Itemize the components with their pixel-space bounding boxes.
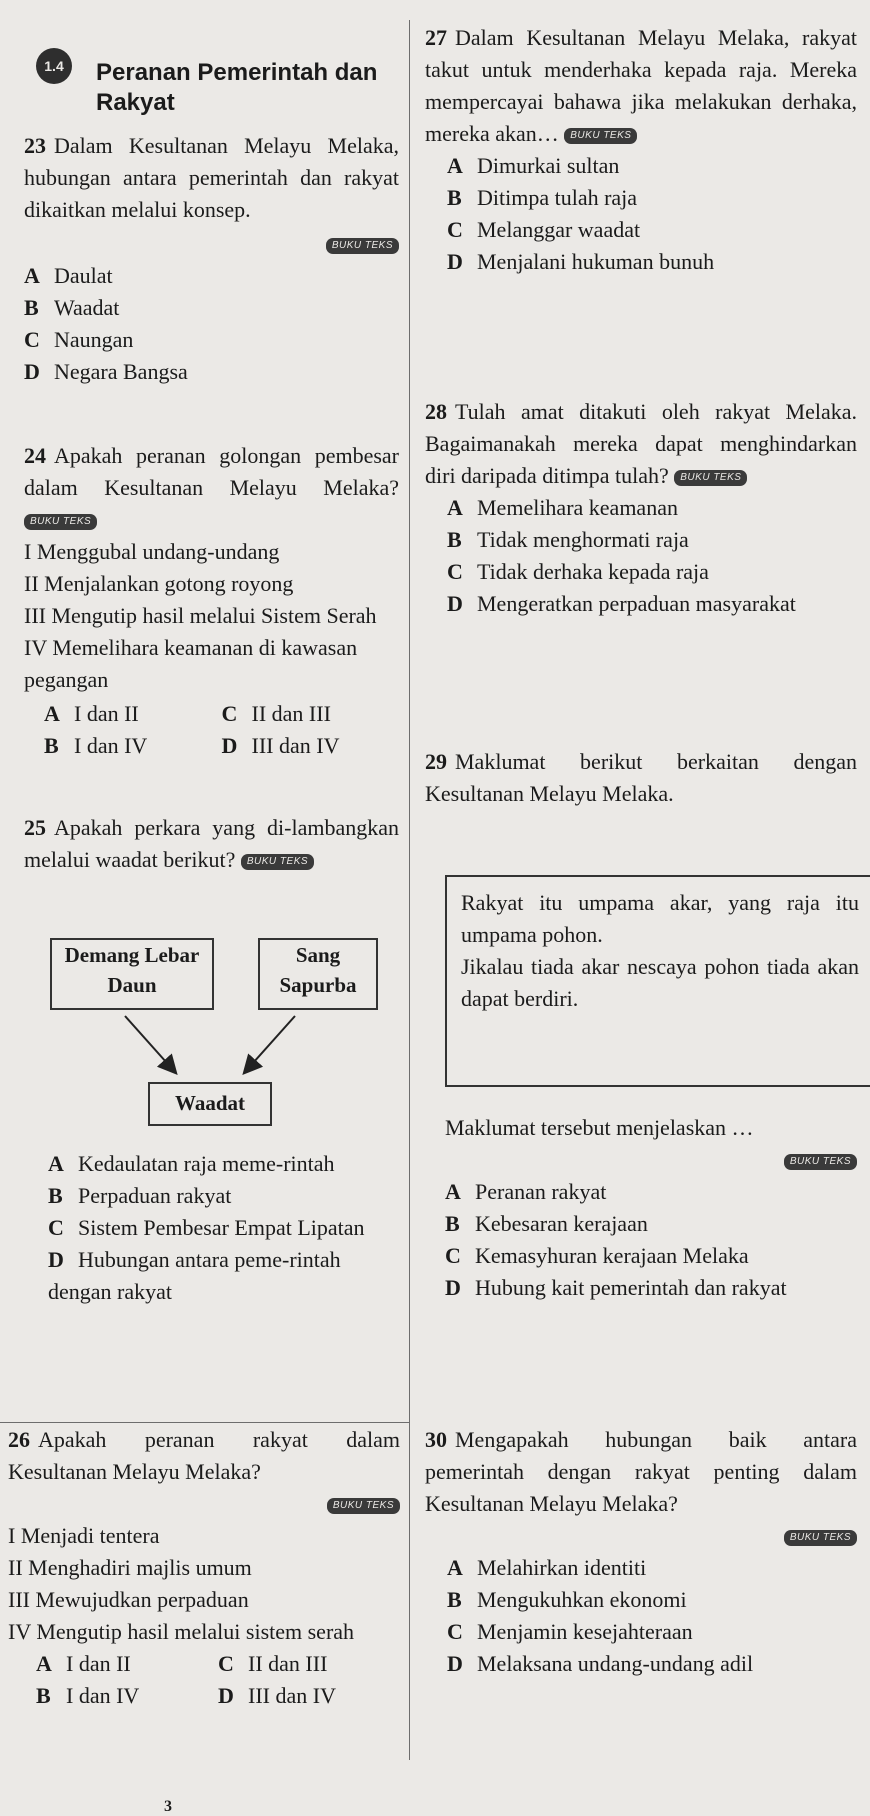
textbook-tag: BUKU TEKS bbox=[326, 238, 399, 254]
question-24: 24 Apakah peranan golongan pembesar dalam Kesultanan Melayu Melaka? BUKU TEKS I Menggubal undang-undang II Menjalankan gotong royong III Mengutip hasil melalui Sistem Serah IV Memelihara keamanan di kawasan pegangan A I dan II C II dan III B I dan IV D III dan IV bbox=[24, 440, 399, 762]
question-stem: Apakah peranan rakyat dalam Kesultanan Melayu Melaka? bbox=[8, 1427, 400, 1484]
option-d[interactable]: D III dan IV bbox=[221, 733, 340, 758]
question-29: 29 Maklumat berikut berkaitan dengan Kesultanan Melayu Melaka. bbox=[425, 749, 857, 806]
diagram-arrows bbox=[120, 1010, 320, 1082]
information-text-2: Jikalau tiada akar nescaya pohon tiada akan dapat berdiri. bbox=[461, 954, 859, 1011]
option-b[interactable]: B I dan IV bbox=[36, 1683, 140, 1708]
textbook-tag: BUKU TEKS bbox=[674, 470, 747, 486]
option-c[interactable]: C Sistem Pembesar Empat Lipatan bbox=[48, 1215, 365, 1240]
question-23 bbox=[24, 130, 399, 388]
option-b[interactable]: B Ditimpa tulah raja bbox=[447, 185, 638, 210]
option-b[interactable]: B Kebesaran kerajaan bbox=[445, 1211, 648, 1236]
statement-ii: II Menghadiri majlis umum bbox=[8, 1555, 252, 1580]
option-c[interactable]: C Naungan bbox=[24, 327, 134, 352]
question-27: 27 Dalam Kesultanan Melayu Melaka, rakyat takut untuk menderhaka kepada raja. Mereka mempercayai bahawa jika melakukan derhaka, mereka akan… BUKU TEKS A Dimurkai sultan B Ditimpa tulah raja C Melanggar waadat D Menjalani hukuman bunuh bbox=[425, 22, 857, 278]
textbook-tag: BUKU TEKS bbox=[784, 1530, 857, 1546]
statement-iii: III Mengutip hasil melalui Sistem Serah bbox=[24, 603, 377, 628]
option-c[interactable]: C Tidak derhaka kepada raja bbox=[447, 559, 709, 584]
question-stem: Tulah amat ditakuti oleh rakyat Melaka. Bagaimanakah mereka dapat menghindarkan diri daripada ditimpa tulah? bbox=[425, 399, 857, 488]
textbook-tag: BUKU TEKS bbox=[784, 1154, 857, 1170]
option-c[interactable]: C Menjamin kesejahteraan bbox=[447, 1619, 693, 1644]
statement-iv: IV Mengutip hasil melalui sistem serah bbox=[8, 1619, 355, 1644]
diagram-box-demang-lebar-daun: Demang Lebar Daun bbox=[50, 938, 214, 1010]
textbook-tag: BUKU TEKS bbox=[241, 854, 314, 870]
question-28: 28 Tulah amat ditakuti oleh rakyat Melaka. Bagaimanakah mereka dapat menghindarkan diri daripada ditimpa tulah? BUKU TEKS A Memelihara keamanan B Tidak menghormati raja C Tidak derhaka kepada raja D Mengeratkan perpaduan masyarakat bbox=[425, 396, 857, 620]
section-title: Peranan Pemerintah dan Rakyat bbox=[96, 59, 378, 116]
option-c[interactable]: C Melanggar waadat bbox=[447, 217, 641, 242]
question-stem: Mengapakah hubungan baik antara pemerintah dengan rakyat penting dalam Kesultanan Melayu Melaka? bbox=[425, 1427, 857, 1516]
option-a[interactable]: A I dan II bbox=[44, 701, 139, 726]
question-29-options bbox=[445, 1112, 857, 1304]
statement-iii: III Mewujudkan perpaduan bbox=[8, 1587, 249, 1612]
question-stem: Dalam Kesultanan Melayu Melaka, hubungan antara pemerintah dan rakyat dikaitkan melalui konsep. bbox=[24, 133, 399, 222]
statement-i: I Menjadi tentera bbox=[8, 1523, 160, 1548]
question-26: 26 Apakah peranan rakyat dalam Kesultanan Melayu Melaka? BUKU TEKS I Menjadi tentera II Menghadiri majlis umum III Mewujudkan perpaduan IV Mengutip hasil melalui sistem serah A I dan II C II dan III B I dan IV D III dan IV bbox=[8, 1424, 400, 1712]
option-c[interactable]: C Kemasyhuran kerajaan Melaka bbox=[445, 1243, 749, 1268]
diagram-box-sang-sapurba: Sang Sapurba bbox=[258, 938, 378, 1010]
question-stem: Apakah perkara yang di-lambangkan melalui waadat berikut? bbox=[24, 815, 399, 872]
information-text-1: Rakyat itu umpama akar, yang raja itu umpama pohon. bbox=[461, 890, 859, 947]
question-stem: Dalam Kesultanan Melayu Melaka, rakyat takut untuk menderhaka kepada raja. Mereka mempercayai bahawa jika melakukan derhaka, mereka akan… bbox=[425, 25, 857, 146]
statement-ii: II Menjalankan gotong royong bbox=[24, 571, 294, 596]
page-number: 3 bbox=[164, 1798, 172, 1815]
option-c[interactable]: C II dan III bbox=[221, 701, 331, 726]
question-25: 25 Apakah perkara yang di-lambangkan melalui waadat berikut? BUKU TEKS bbox=[24, 815, 399, 872]
option-a[interactable]: A Kedaulatan raja meme-rintah bbox=[48, 1151, 335, 1176]
option-d[interactable]: D Melaksana undang-undang adil bbox=[447, 1651, 754, 1676]
option-a[interactable]: A Peranan rakyat bbox=[445, 1179, 607, 1204]
option-d[interactable]: D Menjalani hukuman bunuh bbox=[447, 249, 715, 274]
information-box bbox=[445, 875, 870, 1087]
question-lead: Maklumat tersebut menjelaskan … bbox=[445, 1115, 754, 1140]
option-d[interactable]: D Negara Bangsa bbox=[24, 359, 188, 384]
option-b[interactable]: B I dan IV bbox=[44, 733, 148, 758]
textbook-tag: BUKU TEKS bbox=[24, 514, 97, 530]
question-30: 30 Mengapakah hubungan baik antara pemerintah dengan rakyat penting dalam Kesultanan Melayu Melaka? BUKU TEKS A Melahirkan identiti B Mengukuhkan ekonomi C Menjamin kesejahteraan D Melaksana undang-undang adil bbox=[425, 1424, 857, 1680]
option-a[interactable]: A Melahirkan identiti bbox=[447, 1555, 647, 1580]
option-d[interactable]: D III dan IV bbox=[218, 1683, 336, 1708]
option-b[interactable]: B Perpaduan rakyat bbox=[48, 1183, 232, 1208]
option-a[interactable]: A Memelihara keamanan bbox=[447, 495, 678, 520]
question-25-options bbox=[48, 1148, 400, 1308]
statement-i: I Menggubal undang-undang bbox=[24, 539, 280, 564]
question-number: 23 bbox=[24, 133, 46, 158]
option-a[interactable]: A Daulat bbox=[24, 263, 113, 288]
textbook-tag: BUKU TEKS bbox=[564, 128, 637, 144]
option-b[interactable]: B Waadat bbox=[24, 295, 120, 320]
option-b[interactable]: B Tidak menghormati raja bbox=[447, 527, 689, 552]
option-a[interactable]: A Dimurkai sultan bbox=[447, 153, 620, 178]
column-divider bbox=[409, 20, 410, 1760]
textbook-tag: BUKU TEKS bbox=[327, 1498, 400, 1514]
question-stem: Maklumat berikut berkaitan dengan Kesultanan Melayu Melaka. bbox=[425, 749, 857, 806]
option-b[interactable]: B Mengukuhkan ekonomi bbox=[447, 1587, 687, 1612]
option-d[interactable]: D Hubungan antara peme-rintah dengan rakyat bbox=[48, 1247, 341, 1304]
option-a[interactable]: A I dan II bbox=[36, 1651, 131, 1676]
section-divider bbox=[0, 1422, 410, 1423]
statement-iv: IV Memelihara keamanan di kawasan pegangan bbox=[24, 635, 358, 692]
option-d[interactable]: D Mengeratkan perpaduan masyarakat bbox=[447, 591, 796, 616]
option-d[interactable]: D Hubung kait pemerintah dan rakyat bbox=[445, 1275, 787, 1300]
diagram-box-waadat: Waadat bbox=[148, 1082, 272, 1126]
section-number-badge: 1.4 bbox=[36, 48, 72, 84]
option-c[interactable]: C II dan III bbox=[218, 1651, 328, 1676]
question-stem: Apakah peranan golongan pembesar dalam Kesultanan Melayu Melaka? bbox=[24, 443, 399, 500]
